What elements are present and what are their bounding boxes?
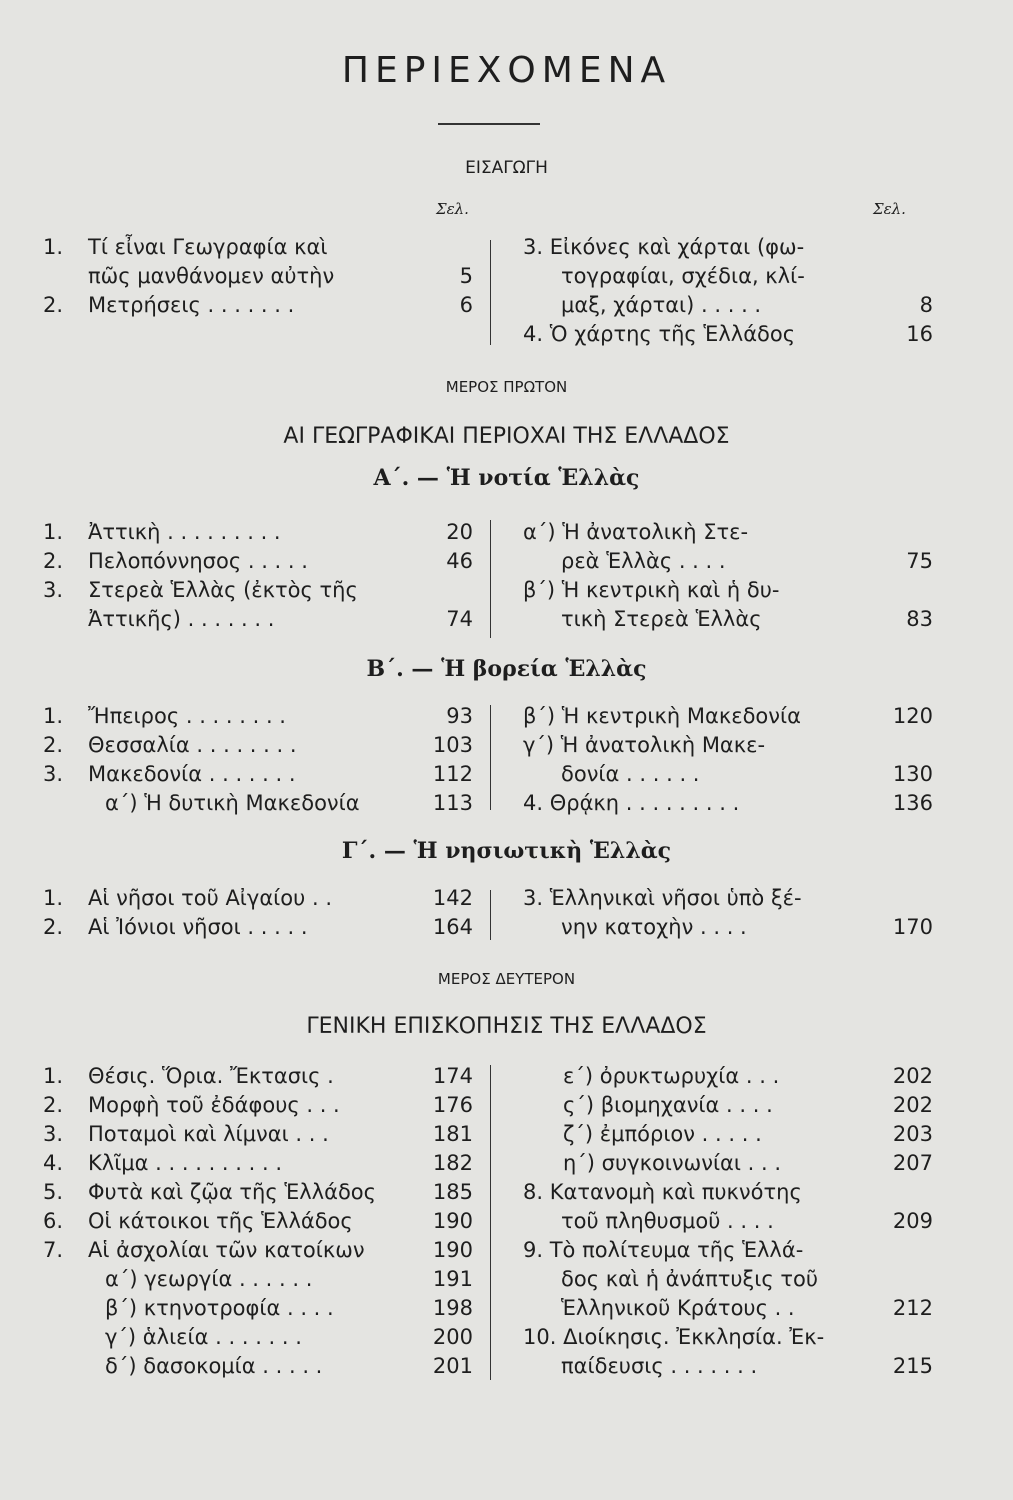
toc-entry [523,605,933,634]
entry-title: τοῦ πληθυσμοῦ . . . . [561,1209,774,1233]
page-col-label-left: Σελ. [436,200,469,218]
entry-title: β΄) Ἡ κεντρικὴ καὶ ἡ δυ- [523,578,780,602]
toc-entry [523,1149,933,1178]
page-col-label-right: Σελ. [873,200,906,218]
entry-page: 191 [432,1267,473,1291]
entry-page: 181 [432,1122,473,1146]
entry-page: 176 [432,1093,473,1117]
part1-heading: ΑΙ ΓΕΩΓΡΑΦΙΚΑΙ ΠΕΡΙΟΧΑΙ ΤΗΣ ΕΛΛΑΔΟΣ [283,424,730,449]
title-rule [438,123,540,125]
entry-title: Οἱ κάτοικοι τῆς Ἑλλάδος [88,1209,353,1233]
toc-entry [43,731,473,760]
entry-page: 190 [432,1209,473,1233]
toc-entry [523,233,933,262]
entry-title: Ἑλληνικοῦ Κράτους . . [561,1296,795,1320]
entry-title: 9. Τὸ πολίτευμα τῆς Ἑλλά- [523,1238,804,1262]
toc-entry [43,262,473,291]
entry-title: β΄) κτηνοτροφία . . . . [105,1296,334,1320]
part2-label: ΜΕΡΟΣ ΔΕΥΤΕΡΟΝ [437,970,576,988]
entry-title: Ποταμοὶ καὶ λίμναι . . . [88,1122,329,1146]
entry-title: παίδευσις . . . . . . . [561,1354,758,1378]
toc-entry [523,1236,933,1265]
toc-entry [43,1178,473,1207]
part2-heading: ΓΕΝΙΚΗ ΕΠΙΣΚΟΠΗΣΙΣ ΤΗΣ ΕΛΛΑΔΟΣ [306,1014,707,1039]
entry-page: 5 [459,264,473,288]
toc-entry [523,884,933,913]
entry-number: 2. [43,733,64,757]
entry-title: τογραφίαι, σχέδια, κλί- [561,264,805,288]
entry-page: 75 [906,549,933,573]
toc-entry [523,1120,933,1149]
entry-title: β΄) Ἡ κεντρικὴ Μακεδονία [523,704,801,728]
entry-number: 3. [43,578,64,602]
entry-page: 182 [432,1151,473,1175]
toc-entry [43,576,473,605]
toc-entry [523,291,933,320]
toc-entry [523,789,933,818]
entry-title: γ΄) ἁλιεία . . . . . . . [105,1325,302,1349]
entry-title: 10. Διοίκησις. Ἐκκλησία. Ἐκ- [523,1325,825,1349]
entry-title: Μορφὴ τοῦ ἐδάφους . . . [88,1093,340,1117]
toc-entry [43,518,473,547]
entry-title: Αἱ νῆσοι τοῦ Αἰγαίου . . [88,886,332,910]
entry-title: Κλῖμα . . . . . . . . . . [88,1151,283,1175]
entry-page: 74 [446,607,473,631]
entry-title: τικὴ Στερεὰ Ἑλλὰς [561,607,762,631]
entry-number: 1. [43,886,64,910]
entry-page: 6 [459,293,473,317]
toc-entry [43,1091,473,1120]
toc-entry [523,1294,933,1323]
entry-title: Ἀττικὴ . . . . . . . . . [88,520,281,544]
toc-entry [43,884,473,913]
entry-title: Πελοπόννησος . . . . . [88,549,308,573]
column-divider [490,890,491,940]
toc-entry [523,518,933,547]
entry-title: ε΄) ὀρυκτωρυχία . . . [563,1064,780,1088]
entry-title: α΄) γεωργία . . . . . . [105,1267,313,1291]
entry-title: 8. Κατανομὴ καὶ πυκνότης [523,1180,802,1204]
entry-page: 130 [892,762,933,786]
entry-number: 1. [43,520,64,544]
toc-entry [523,1062,933,1091]
entry-title: 4. Θρᾴκη . . . . . . . . . [523,791,740,815]
column-divider [490,705,491,810]
entry-title: η΄) συγκοινωνίαι . . . [563,1151,782,1175]
part1-label: ΜΕΡΟΣ ΠΡΩΤΟΝ [445,378,568,396]
entry-page: 174 [432,1064,473,1088]
toc-entry [523,1207,933,1236]
section-b-heading: Β΄. — Ἡ βορεία Ἑλλὰς [366,656,647,682]
entry-number: 1. [43,235,64,259]
entry-title: Μακεδονία . . . . . . . [88,762,296,786]
entry-number: 2. [43,549,64,573]
entry-page: 170 [892,915,933,939]
toc-entry [43,1149,473,1178]
entry-number: 5. [43,1180,64,1204]
entry-number: 2. [43,293,64,317]
toc-entry [43,605,473,634]
toc-entry [43,233,473,262]
entry-page: 164 [432,915,473,939]
toc-entry [523,320,933,349]
column-divider [490,1065,491,1380]
entry-title: 3. Εἰκόνες καὶ χάρται (φω- [523,235,805,259]
entry-title: γ΄) Ἡ ἀνατολικὴ Μακε- [523,733,766,757]
entry-number: 3. [43,1122,64,1146]
entry-page: 207 [892,1151,933,1175]
toc-entry [43,291,473,320]
entry-page: 113 [432,791,473,815]
toc-entry [43,913,473,942]
toc-entry [43,1323,473,1352]
entry-title: δ΄) δασοκομία . . . . . [105,1354,323,1378]
entry-number: 2. [43,915,64,939]
toc-entry [523,1091,933,1120]
toc-entry [523,262,933,291]
entry-number: 7. [43,1238,64,1262]
entry-page: 202 [892,1064,933,1088]
entry-title: Μετρήσεις . . . . . . . [88,293,295,317]
toc-entry [43,760,473,789]
entry-title: α΄) Ἡ δυτικὴ Μακεδονία [105,791,360,815]
toc-entry [43,1236,473,1265]
entry-page: 142 [432,886,473,910]
section-c-heading: Γ΄. — Ἡ νησιωτικὴ Ἑλλὰς [341,838,672,864]
entry-title: Θεσσαλία . . . . . . . . [88,733,297,757]
toc-entry [43,1062,473,1091]
entry-page: 93 [446,704,473,728]
toc-entry [43,1120,473,1149]
toc-entry [523,547,933,576]
column-divider [490,520,491,638]
entry-number: 6. [43,1209,64,1233]
entry-title: Αἱ Ἰόνιοι νῆσοι . . . . . [88,915,308,939]
column-divider [490,240,491,345]
entry-title: ζ΄) ἐμπόριον . . . . . [563,1122,762,1146]
entry-title: πῶς μανθάνομεν αὐτὴν [88,264,335,288]
toc-entry [523,760,933,789]
entry-page: 46 [446,549,473,573]
entry-page: 201 [432,1354,473,1378]
entry-title: νην κατοχὴν . . . . [561,915,747,939]
entry-number: 1. [43,1064,64,1088]
entry-title: Φυτὰ καὶ ζῷα τῆς Ἑλλάδος [88,1180,376,1204]
entry-number: 4. [43,1151,64,1175]
entry-title: Θέσις. Ὅρια. Ἔκτασις . [88,1064,334,1088]
entry-title: ς΄) βιομηχανία . . . . [563,1093,773,1117]
toc-entry [43,702,473,731]
entry-page: 190 [432,1238,473,1262]
entry-page: 202 [892,1093,933,1117]
entry-page: 215 [892,1354,933,1378]
entry-title: 4. Ὁ χάρτης τῆς Ἑλλάδος [523,322,796,346]
entry-page: 16 [906,322,933,346]
entry-page: 112 [432,762,473,786]
intro-heading: ΕΙΣΑΓΩΓΗ [465,158,548,178]
entry-title: δος καὶ ἡ ἀνάπτυξις τοῦ [561,1267,818,1291]
entry-title: α΄) Ἡ ἀνατολικὴ Στε- [523,520,749,544]
toc-entry [523,731,933,760]
entry-title: Τί εἶναι Γεωγραφία καὶ [88,235,328,259]
toc-entry [43,547,473,576]
toc-entry [523,1178,933,1207]
entry-page: 185 [432,1180,473,1204]
entry-page: 103 [432,733,473,757]
entry-number: 3. [43,762,64,786]
toc-entry [43,1207,473,1236]
toc-entry [523,913,933,942]
entry-page: 198 [432,1296,473,1320]
toc-entry [523,1352,933,1381]
toc-entry [43,789,473,818]
entry-page: 120 [892,704,933,728]
toc-entry [523,1265,933,1294]
entry-page: 200 [432,1325,473,1349]
entry-title: δονία . . . . . . [561,762,700,786]
toc-entry [43,1265,473,1294]
toc-entry [43,1294,473,1323]
toc-entry [43,1352,473,1381]
entry-title: ρεὰ Ἑλλὰς . . . . [561,549,726,573]
toc-entry [523,702,933,731]
entry-page: 136 [892,791,933,815]
entry-title: Στερεὰ Ἑλλὰς (ἐκτὸς τῆς [88,578,358,602]
toc-entry [523,576,933,605]
entry-page: 203 [892,1122,933,1146]
entry-title: Ἀττικῆς) . . . . . . . [88,607,275,631]
entry-page: 83 [906,607,933,631]
entry-page: 212 [892,1296,933,1320]
entry-title: 3. Ἑλληνικαὶ νῆσοι ὑπὸ ξέ- [523,886,802,910]
entry-page: 8 [919,293,933,317]
entry-title: Αἱ ἀσχολίαι τῶν κατοίκων [88,1238,365,1262]
toc-entry [523,1323,933,1352]
entry-number: 2. [43,1093,64,1117]
section-a-heading: Α΄. — Ἡ νοτία Ἑλλὰς [373,465,640,491]
entry-number: 1. [43,704,64,728]
entry-page: 209 [892,1209,933,1233]
entry-title: μαξ, χάρται) . . . . . [561,293,762,317]
entry-page: 20 [446,520,473,544]
page-title: ΠΕΡΙΕΧΟΜΕΝΑ [341,50,672,91]
entry-title: Ἤπειρος . . . . . . . . [88,704,286,728]
